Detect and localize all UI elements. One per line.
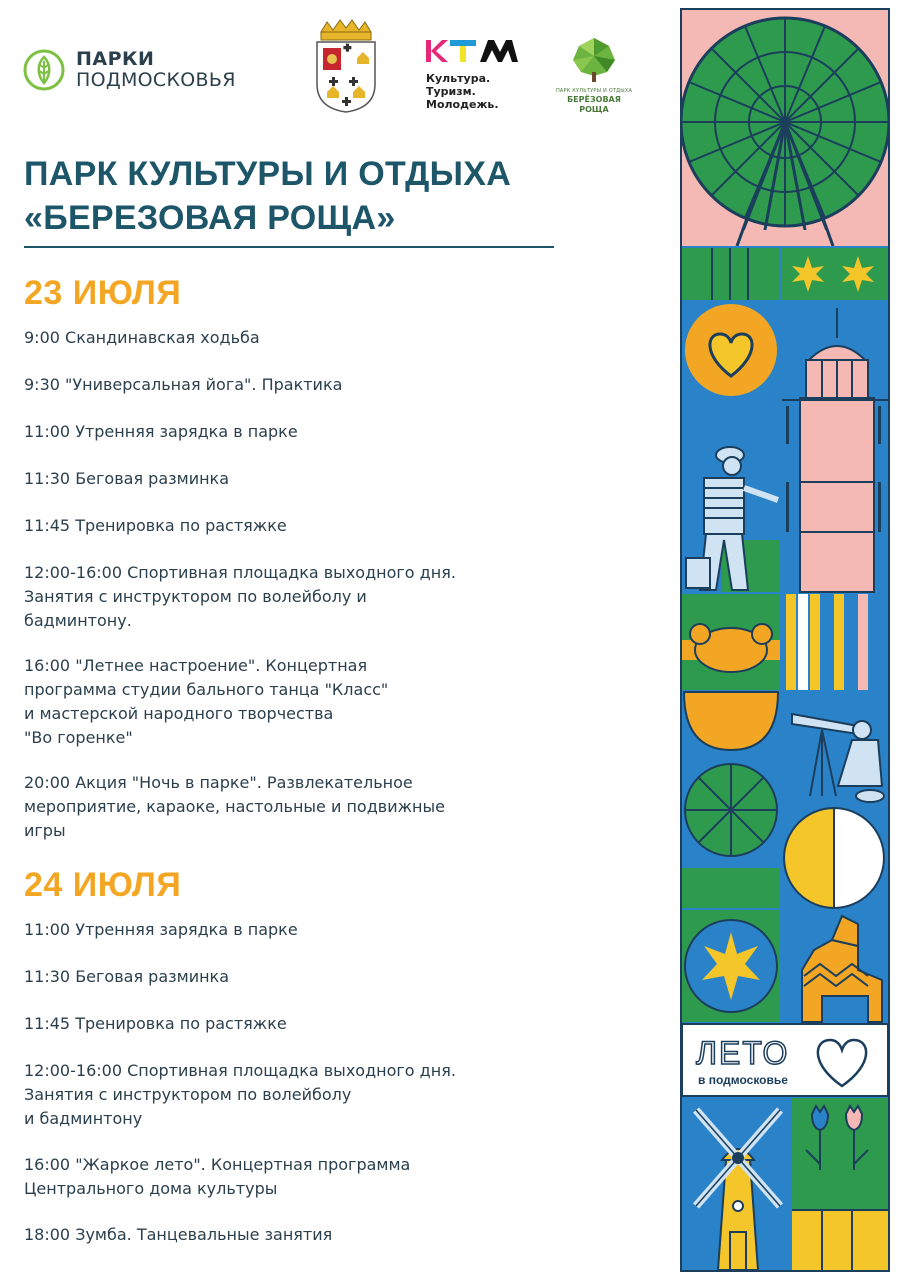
event-item: 16:00 "Жаркое лето". Концертная программа Центрального дома культуры [24,1155,411,1198]
windmill-icon [682,1098,790,1270]
coat-of-arms-icon [313,18,379,114]
leaf-icon [22,48,66,92]
ktm-line3: Молодежь. [426,98,499,111]
ktm-logo [426,38,526,111]
citrus-icon [685,764,777,856]
tree-icon [569,36,619,82]
date-heading-24-july: 24 ИЮЛЯ [24,866,182,904]
event-item: 9:30 "Универсальная йога". Практика [24,375,343,394]
event-item: 11:30 Беговая разминка [24,469,230,488]
title-line2: «БЕРЕЗОВАЯ РОЩА» [24,199,396,237]
date-heading-23-july: 23 ИЮЛЯ [24,274,182,312]
title-divider [24,246,554,248]
page-title [24,152,564,240]
title-line1: ПАРК КУЛЬТУРЫ И ОТДЫХА [24,155,512,193]
star-circle-icon [685,920,777,1012]
lighthouse-icon [782,302,888,592]
leto-word: ЛЕТО [696,1035,790,1071]
event-item: 9:00 Скандинавская ходьба [24,328,260,347]
grove-logo-small: ПАРК КУЛЬТУРЫ И ОТДЫХА [555,88,633,94]
event-item: 11:45 Тренировка по растяжке [24,516,287,535]
telescope-man-icon [782,692,888,802]
man-with-bag-icon [682,400,780,592]
ktm-line2: Туризм. [426,85,476,98]
event-item: 11:30 Беговая разминка [24,967,230,986]
event-item: 16:00 "Летнее настроение". Концертная программа студии бального танца "Класс" и мастерской народного творчества "Во горенке" [24,656,389,747]
event-item: 11:00 Утренняя зарядка в парке [24,422,298,441]
ktm-line1: Культура. [426,72,491,85]
decorative-mosaic-stripe [680,8,890,1272]
dog-icon [782,910,888,1022]
parks-logo-line2: ПОДМОСКОВЬЯ [76,69,236,91]
event-item: 12:00-16:00 Спортивная площадка выходного дня. Занятия с инструктором по волейболу и бадминтону. [24,563,456,630]
event-item: 20:00 Акция "Ночь в парке". Развлекательное мероприятие, караоке, настольные и подвижные игры [24,773,445,840]
leto-sub: в подмосковье [698,1073,788,1087]
berezovaya-roshcha-logo [554,36,634,115]
ktm-letters-icon [426,38,518,64]
event-item: 12:00-16:00 Спортивная площадка выходного дня. Занятия с инструктором по волейболу и бадминтону [24,1061,456,1128]
event-item: 11:45 Тренировка по растяжке [24,1014,287,1033]
event-item: 18:00 Зумба. Танцевальные занятия [24,1225,333,1244]
ferris-wheel-icon [682,10,888,246]
tulips-icon [792,1098,888,1270]
leto-banner [682,1024,888,1096]
parks-podmoskovya-logo [22,48,236,92]
event-item: 11:00 Утренняя зарядка в парке [24,920,298,939]
parks-logo-line1: ПАРКИ [76,48,155,70]
grove-logo-big: БЕРЁЗОВАЯ РОЩА [567,95,621,114]
